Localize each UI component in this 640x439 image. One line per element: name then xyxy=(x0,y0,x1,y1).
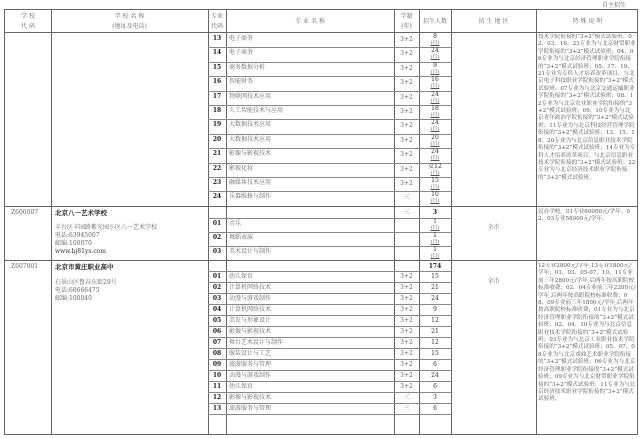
divider xyxy=(51,10,52,434)
years: 3+2 xyxy=(400,360,413,368)
major-code: 21 xyxy=(212,150,222,158)
major-code: 12 xyxy=(212,393,222,401)
enroll-count xyxy=(419,48,451,60)
enroll-count xyxy=(419,219,451,231)
major-name: 乐器维修与制作 xyxy=(229,193,272,201)
count-value: 20 xyxy=(431,133,439,141)
major-code: 01 xyxy=(212,220,222,227)
major-name: 影视化妆 xyxy=(229,164,254,172)
major-code: 15 xyxy=(212,63,222,71)
years: 3+2 xyxy=(400,294,413,302)
major-code: 17 xyxy=(212,92,222,100)
major-name: 影像与影视技术 xyxy=(229,327,272,335)
row-divider xyxy=(208,218,451,219)
header-school-name-2: (地址及电话) xyxy=(112,23,147,30)
count-sub: (日) xyxy=(430,198,440,205)
count-sub: (日) xyxy=(430,169,440,176)
count-value: 8 xyxy=(433,33,437,40)
major-name: 舞蹈表演 xyxy=(229,234,254,241)
enroll-count: 6 xyxy=(433,360,437,368)
major-code: 03 xyxy=(212,294,222,302)
major-name: 音乐 xyxy=(229,220,242,227)
enroll-count: 24 xyxy=(431,294,439,302)
count-value: 24 xyxy=(431,47,439,55)
header-divider xyxy=(5,32,637,33)
years: 3+2 xyxy=(400,272,413,280)
school3-postcode: 邮编:100040 xyxy=(55,295,92,302)
count-sub: (日) xyxy=(430,40,440,46)
major-name: 人工智能技术与应用 xyxy=(229,107,284,114)
years: 三 xyxy=(403,404,410,412)
count-sub: (日) xyxy=(430,83,440,90)
years: 3+2 xyxy=(400,122,413,130)
major-name: 智能财务 xyxy=(229,78,254,86)
school2-years: 三 xyxy=(403,209,410,216)
years: 3+2 xyxy=(400,151,413,159)
major-code: 11 xyxy=(212,382,222,390)
row-divider xyxy=(208,163,451,164)
major-code: 24 xyxy=(212,193,222,201)
major-code: 23 xyxy=(212,179,222,186)
enroll-count xyxy=(419,106,451,118)
major-name: 美术设计与制作 xyxy=(229,248,272,255)
years: 3+2 xyxy=(400,371,413,379)
row-divider xyxy=(208,232,451,233)
school2-website[interactable]: www.bj81ys.com xyxy=(55,248,106,255)
row-divider xyxy=(208,414,451,415)
school3-code: Z607001 xyxy=(11,263,39,270)
enroll-count xyxy=(419,135,451,147)
school2-address: 丰台区丰园路紫光园小区八一艺术学校 xyxy=(55,224,158,231)
major-name: 商务数据分析 xyxy=(229,63,266,71)
header-major-code-1: 专业 xyxy=(210,13,223,20)
years: 3+2 xyxy=(400,36,413,43)
row-divider xyxy=(208,91,451,92)
enroll-count xyxy=(419,34,451,46)
major-name: 旅游服务与管理 xyxy=(229,360,272,368)
count-sub: (日) xyxy=(430,155,440,162)
school3-total: 174 xyxy=(428,263,442,270)
years: 3+2 xyxy=(400,283,413,291)
divider xyxy=(536,10,537,434)
header-major-name: 专 业 名 称 xyxy=(295,18,325,25)
count-value: 9 xyxy=(433,61,437,69)
school2-code: Z606007 xyxy=(11,209,39,216)
years: 3+2 xyxy=(400,50,413,58)
header-major-code-2: 代码 xyxy=(210,23,223,30)
major-code: 10 xyxy=(212,371,222,379)
major-code: 13 xyxy=(212,404,222,412)
row-divider xyxy=(208,246,451,247)
years: 三 xyxy=(403,194,410,202)
count-value: 15 xyxy=(431,177,439,184)
major-name: 美发与形象设计 xyxy=(229,316,272,324)
major-name: 电子商务 xyxy=(229,49,254,57)
count-sub: (日) xyxy=(430,140,440,147)
header-years-2: (年) xyxy=(401,23,412,30)
school2-phone: 电话:63945007 xyxy=(55,232,100,239)
school2-region: 全市 xyxy=(487,224,500,231)
enroll-count: 6 xyxy=(433,404,437,412)
major-code: 06 xyxy=(212,327,222,335)
major-name: 旅游服务与管理 xyxy=(229,404,272,412)
major-code: 16 xyxy=(212,78,222,86)
row-divider xyxy=(208,134,451,135)
count-sub: (日) xyxy=(430,97,440,104)
enroll-count xyxy=(419,120,451,132)
count-value: 1 xyxy=(433,246,437,253)
enroll-count: 24 xyxy=(431,371,439,379)
school2-postcode: 邮编:100070 xyxy=(55,240,92,247)
enroll-count xyxy=(419,149,451,161)
row-divider xyxy=(208,177,451,178)
school2-divider xyxy=(5,206,637,207)
enroll-count xyxy=(419,192,451,204)
years: 3+2 xyxy=(400,349,413,357)
major-code: 09 xyxy=(212,360,222,368)
header-notes: 特 殊 说 明 xyxy=(572,18,603,25)
count-sub: (日) xyxy=(430,126,440,133)
school2-notes: 民办学校。01专业60000元/学年；02、03专业58000元/学年。 xyxy=(538,209,630,223)
major-code: 08 xyxy=(212,349,222,357)
major-name: 大数据技术应用 xyxy=(229,135,272,143)
count-sub: (日) xyxy=(430,225,440,231)
count-sub: (日) xyxy=(430,239,440,245)
major-name: 融媒体技术应用 xyxy=(229,179,272,186)
school3-notes: 12专业2800元/学年,13专业1800元/学年；01、03、05-07、10、11专业前三年2800元/学年,后两年按高职院校标准收费；02、04专业前三年2200元/学年,后两年按高职院校标准收费；08、09专业前三年1800元/学年,后两年按高职院校标准收费；01专业为与北京经济管理职业学院衔接的“3+2”模式试验班；02、04、10专业为与北京信息职业技术学院衔接的“3+2”模式试验班；03专业为与北京工业职业技术学院衔接的“3+2”模式试验班；05、07、08专业为与北京戏曲艺术职业学院衔接的“3+2”模式试验班；06专业为与北京经济管理职业学院衔接的“3+2”模式试验班；09专业为与北京财贸职业学院衔接的“3+2”模式试验班；11专业为与北京经济技术职业学院衔接的“3+2”模式试验班。 xyxy=(538,263,636,403)
enroll-count: 12 xyxy=(431,338,439,346)
enroll-count: 15 xyxy=(431,272,439,280)
major-code: 18 xyxy=(212,107,222,114)
count-value: 1 xyxy=(433,232,437,239)
years: 3+2 xyxy=(400,305,413,313)
major-code: 03 xyxy=(212,248,222,255)
major-name: 大数据技术应用 xyxy=(229,121,272,129)
enroll-count xyxy=(419,233,451,245)
count-value: 24 xyxy=(431,119,439,127)
school2-total: 3 xyxy=(432,209,438,216)
years: 3+2 xyxy=(400,382,413,390)
major-code: 05 xyxy=(212,316,222,324)
school3-divider xyxy=(5,260,637,261)
group1-notes: 技术学院衔接的“3+2”模式试验班；02、03、16、23专业为与北京财贸职业学院衔接的“3+2”模式试验班；04、06专业为与北京经济管理职业学院衔接的“3+2”模式试验班；05、17、19、21专业为专科人才培养改革项目，与北京电子科技职业学院衔接的“3+2”模式试验班；07专业为与北京交通运输职业学院衔接的“3+2”模式试验班；08、12专业为与北京农业职业学院衔接的“3+2”模式试验班；09、10专业为与北京青年政治学院衔接的“3+2”模式试验班；11专业为与北京科技经营管理学院衔接的“3+2”模式试验班；13、15、18、20专业为与北京信息职业技术学院衔接的“3+2”模式试验班；14专业为专科人才培养改革项目，与北京信息职业技术学院衔接的“3+2”模式试验班；22专业为与北京经济技术职业学院衔接的“3+2”模式试验班。 xyxy=(538,34,636,181)
major-name: 影像与影视技术 xyxy=(229,393,272,401)
years: 三 xyxy=(403,393,410,401)
header-years-1: 学制 xyxy=(400,13,413,20)
major-name: 计算机网络技术 xyxy=(229,283,272,291)
major-code: 22 xyxy=(212,164,222,172)
top-note: 自主招生 xyxy=(601,2,626,9)
major-name: 舞台艺术设计与制作 xyxy=(229,338,284,346)
major-code: 02 xyxy=(212,234,222,241)
header-enroll: 招生人数 xyxy=(422,18,447,25)
major-name: 影像与影视技术 xyxy=(229,150,272,158)
major-name: 服装设计与工艺 xyxy=(229,349,272,357)
header-region: 招 生 地 区 xyxy=(478,18,509,25)
header-school-name-1: 学 校 名 称 xyxy=(114,13,145,20)
years: 3+2 xyxy=(400,79,413,87)
major-name: 幼儿保育 xyxy=(229,382,254,390)
enroll-count: 6 xyxy=(433,382,437,390)
enroll-count: 12 xyxy=(431,316,439,324)
major-code: 04 xyxy=(212,305,222,313)
enroll-count: 15 xyxy=(431,349,439,357)
row-divider xyxy=(208,62,451,63)
enroll-count: 9 xyxy=(433,305,437,313)
major-code: 19 xyxy=(212,121,222,129)
count-sub: (日) xyxy=(430,54,440,61)
enroll-count xyxy=(419,164,451,176)
enroll-count: 21 xyxy=(431,283,439,291)
count-value: 24 xyxy=(431,90,439,98)
count-sub: (日) xyxy=(430,112,440,118)
major-name: 计算机网络技术 xyxy=(229,305,272,313)
enroll-count: 21 xyxy=(431,327,439,335)
major-code: 20 xyxy=(212,135,222,143)
count-value: 1 xyxy=(433,218,437,225)
school2-name: 北京八一艺术学校 xyxy=(55,209,107,217)
major-name: 物联网技术应用 xyxy=(229,92,272,100)
count-value: 10 xyxy=(431,191,439,199)
years: 3+2 xyxy=(400,338,413,346)
divider xyxy=(451,10,452,434)
count-value: 18 xyxy=(431,105,439,112)
school3-address: 石景山区鲁谷东街29号 xyxy=(55,279,117,286)
row-divider xyxy=(208,105,451,106)
enroll-count xyxy=(419,178,451,190)
major-name: 动漫与游戏制作 xyxy=(229,294,272,302)
years: 3+2 xyxy=(400,108,413,115)
enroll-count xyxy=(419,77,451,89)
enroll-count: 3 xyxy=(433,393,437,401)
years: 3+2 xyxy=(400,165,413,173)
school3-name: 北京市黄庄职业高中 xyxy=(55,263,114,271)
major-code: 07 xyxy=(212,338,222,346)
school3-region: 全市 xyxy=(487,278,500,285)
header-school-code-2: 代 码 xyxy=(21,23,35,30)
major-code: 14 xyxy=(212,49,222,57)
major-name: 幼儿保育 xyxy=(229,272,254,280)
years: 3+2 xyxy=(400,180,413,187)
school3-phone: 电话:68666475 xyxy=(55,287,100,294)
years: 3+2 xyxy=(400,316,413,324)
header-school-code-1: 学 校 xyxy=(21,13,35,20)
enroll-count xyxy=(419,63,451,75)
years: 3+2 xyxy=(400,327,413,335)
count-value: 24 xyxy=(431,148,439,156)
count-sub: (日) xyxy=(430,68,440,75)
count-sub: (日) xyxy=(430,184,440,190)
enroll-count xyxy=(419,92,451,104)
count-value: 16 xyxy=(431,76,439,84)
major-code: 13 xyxy=(212,35,222,42)
major-code: 02 xyxy=(212,283,222,291)
count-sub: (日) xyxy=(430,253,440,259)
enroll-count xyxy=(419,247,451,259)
years: 3+2 xyxy=(400,136,413,144)
years: 3+2 xyxy=(400,64,413,72)
years: 3+2 xyxy=(400,93,413,101)
major-name: 动漫与游戏制作 xyxy=(229,371,272,379)
count-value: 女12 xyxy=(428,162,442,170)
enrollment-table xyxy=(4,9,638,435)
major-code: 01 xyxy=(212,272,222,280)
major-name: 电子商务 xyxy=(229,35,254,42)
